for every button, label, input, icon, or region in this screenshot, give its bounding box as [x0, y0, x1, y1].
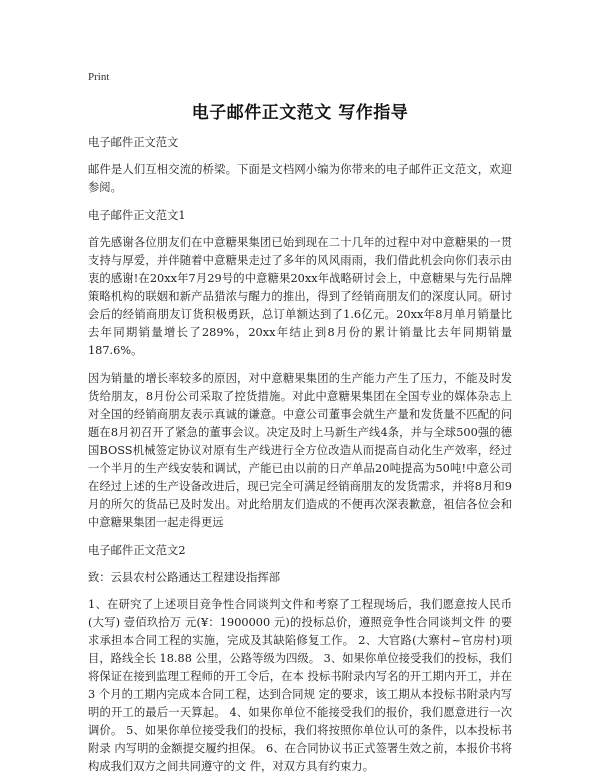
- section-heading-main: 电子邮件正文范文: [88, 136, 179, 149]
- intro-paragraph: 邮件是人们互相交流的桥梁。下面是文档网小编为你带来的电子邮件正文范文，欢迎参阅。: [88, 163, 512, 194]
- page-title: 电子邮件正文范文 写作指导: [191, 103, 409, 123]
- section-heading-2: 电子邮件正文范文2: [88, 544, 186, 557]
- print-label: Print: [88, 71, 110, 83]
- body-paragraph-2: 因为销量的增长率较多的原因，对中意糖果集团的生产能力产生了压力，不能及时发货给朋友，8月份公司采取了控货措施。对此中意糖果集团在全国专业的媒体杂志上对全国的经销商朋友表示真诚的谦意。中意公司董事会就生产量和发货量不匹配的问题在8月初召开了紧急的董事会议。决定及时上马新生产线4条，并与全球500强的德国BOSS机械签定协议对原有生产线进行全方位改造从而提高自动化生产效率，经过一个半月的生产线安装和调试，产能已由以前的日产单品20吨提高为50吨!中意公司在经过上述的生产设备改进后，现已完全可满足经销商朋友的发货需求，并将8月和9月的所欠的货品已及时发出。对此给朋友们造成的不便再次深表歉意，祖信各位会和中意糖果集团一起走得更远: [88, 372, 512, 529]
- section-heading-1: 电子邮件正文范文1: [88, 209, 186, 222]
- body-paragraph-1: 首先感谢各位朋友们在中意糖果集团已始到现在二十几年的过程中对中意糖果的一贯支持与厚爱，并伴随着中意糖果走过了多年的风风雨雨，我们借此机会向你们表示由衷的感谢!在20xx年7月29号的中意糖果20xx年战略研讨会上，中意糖果与先行品牌策略机构的联姻和新产品猎浓与醒力的推出，得到了经销商朋友们的深度认同。研讨会后的经销商朋友订货积极勇跃，总订单额达到了1.6亿元。20xx年8月单月销量比去年同期销量增长了289%，20xx年结止到8月份的累计销量比去年同期销量187.6%。: [88, 236, 512, 357]
- body-paragraph-3: 1、在研究了上述项目竞争性合同谈判文件和考察了工程现场后，我们愿意按人民币(大写) 壹佰玖拾万 元(¥：1900000 元)的投标总价，遵照竞争性合同谈判文件 的要求承担本合同工程的实施，完成及其缺陷修复工作。 2、大官路(大寨村~官房村)项目，路线全长 18.88 公里，公路等级为四级。 3、如果你单位接受我们的投标，我们将保证在接到监理工程师的开工令后，在本 投标书附录内写名的开工期内开工，并在 3 个月的工期内完成本合同工程，达到合同规 定的要求，该工期从本投标书附录内写明的开工的最后一天算起。 4、如果你单位不能接受我们的报价，我们愿意进行一次调价。 5、如果你单位接受我们的投标，我们将按照你单位认可的条件，以本投标书附录 内写明的金额提交履约担保。 6、在合同协议书正式签署生效之前，本报价书将构成我们双方之间共同遵守的文 件，对双方具有约束力。: [88, 598, 512, 773]
- document-body: [88, 134, 512, 776]
- addressee-line: 致：云县农村公路通达工程建设指挥部: [88, 571, 281, 584]
